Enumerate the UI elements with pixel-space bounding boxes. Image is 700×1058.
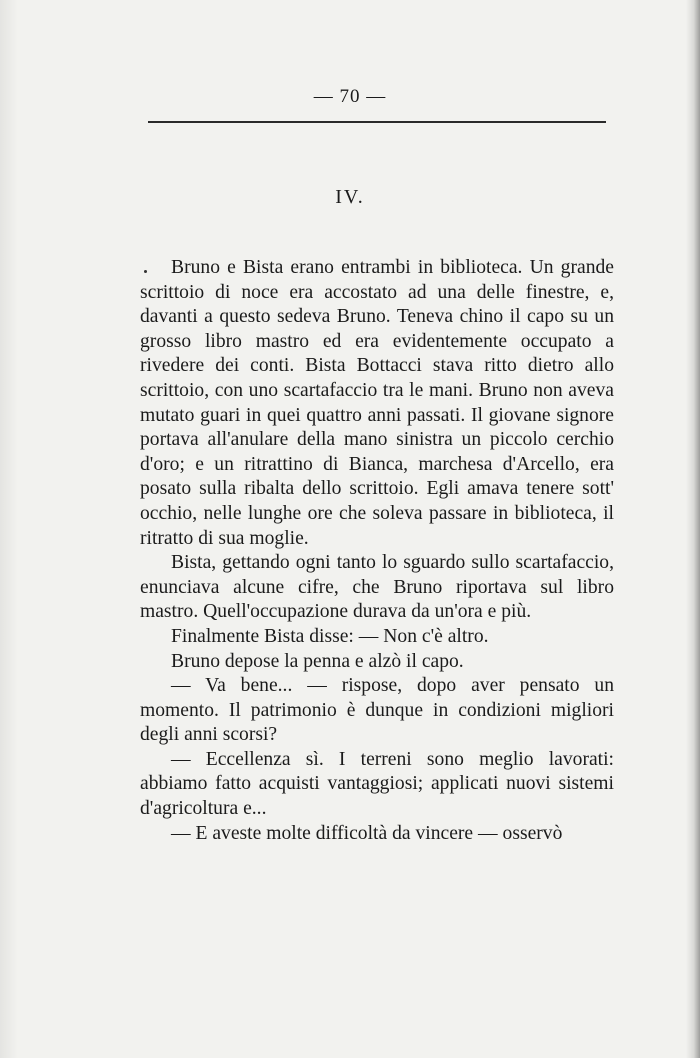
paragraph: Finalmente Bista disse: — Non c'è altro. bbox=[171, 625, 489, 647]
paragraph: — E aveste molte difficoltà da vincere — osservò bbox=[171, 822, 563, 844]
paragraph: — Va bene... — rispose, dopo aver pensato un momento. Il patrimonio è dunque in condizioni migliori degli anni scorsi? bbox=[140, 675, 614, 746]
page-number: — 70 — bbox=[313, 86, 387, 107]
paragraph: — Eccellenza sì. I terreni sono meglio lavorati: abbiamo fatto acquisti vantaggiosi; applicati nuovi sistemi d'agricoltura e... bbox=[140, 748, 614, 820]
paragraph: Bruno depose la penna e alzò il capo. bbox=[171, 650, 464, 672]
paragraph: Bruno e Bista erano entrambi in biblioteca. Un grande scrittoio di noce era accostato ad una delle finestre, e, davanti a questo sedeva Bruno. Teneva chino il capo su un grosso libro mastro ed era evidentemente occupato a rivedere dei conti. Bista Bottacci stava ritto dietro allo scrittoio, con uno scartafaccio tra le mani. Bruno non aveva mutato guari in quei quattro anni passati. Il giovane signore portava all'anulare della mano sinistra un piccolo cerchio d'oro; e un ritrattino di Bianca, marchesa d'Arcello, era posato sulla ribalta dello scrittoio. Egli amava tenere sott' occhio, nelle lunghe ore che soleva passare in biblioteca, il ritratto di sua moglie. bbox=[140, 257, 614, 549]
page-shadow-left bbox=[0, 0, 18, 1058]
page-shadow-right bbox=[686, 0, 700, 1058]
body-text bbox=[140, 256, 614, 846]
paragraph: Bista, gettando ogni tanto lo sguardo sullo scartafaccio, enunciava alcune cifre, che Bruno riportava sul libro mastro. Quell'occupazione durava da un'ora e più. bbox=[140, 552, 614, 623]
header-rule bbox=[148, 121, 606, 123]
chapter-heading: IV. bbox=[335, 186, 365, 208]
